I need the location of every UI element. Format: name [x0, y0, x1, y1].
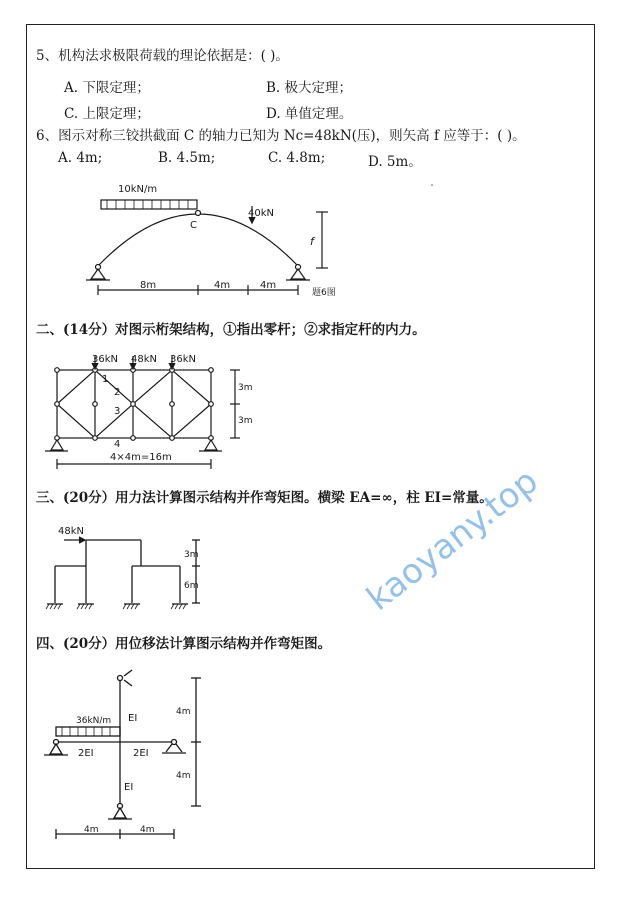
truss-height-1: 3m — [238, 383, 253, 393]
truss-load-2: 48kN — [131, 354, 157, 365]
q5-option-b: B. 极大定理； — [266, 80, 353, 96]
q6-option-a: A. 4m; — [58, 150, 103, 166]
section-2-title: 二、(14分）对图示桁架结构，①指出零杆；②求指定杆的内力。 — [36, 322, 426, 338]
span-dim-1: 8m — [140, 280, 157, 291]
member-3-label: 3 — [114, 406, 121, 417]
watermark-text: kaoyany.top — [359, 461, 546, 619]
span-dim-3: 4m — [260, 280, 277, 291]
truss-load-1: 36kN — [92, 354, 118, 365]
member-1-label: 1 — [102, 374, 109, 385]
truss-load-3: 36kN — [170, 354, 196, 365]
section-4-title: 四、(20分）用位移法计算图示结构并作弯矩图。 — [36, 636, 332, 652]
truss-span-label: 4×4m=16m — [110, 452, 172, 463]
q6-option-c: C. 4.8m; — [268, 150, 326, 166]
q5-stem: 5、机构法求极限荷载的理论依据是：( )。 — [36, 48, 289, 64]
vertical-dim-1: 4m — [176, 707, 191, 717]
dist-load-label: 36kN/m — [76, 716, 112, 726]
ei-left-label: 2EI — [78, 748, 94, 759]
q6-stem: 6、图示对称三铰拱截面 C 的轴力已知为 Nc=48kN(压)，则矢高 f 应等于：( )。 — [36, 128, 526, 144]
frame-height-2: 6m — [184, 581, 199, 591]
q6-option-b: B. 4.5m; — [158, 150, 216, 166]
rise-label: f — [310, 235, 314, 248]
frame-load-label: 48kN — [58, 526, 84, 537]
ei-right-label: 2EI — [133, 748, 149, 759]
horizontal-dim-2: 4m — [140, 825, 155, 835]
frame-height-1: 3m — [184, 550, 199, 560]
point-load-label: 40kN — [248, 208, 274, 219]
q5-option-d: D. 单值定理。 — [266, 106, 353, 122]
member-4-label: 4 — [114, 439, 121, 450]
figure-caption: 题6图 — [312, 288, 336, 298]
q6-option-d: D. 5m。 — [368, 154, 422, 170]
horizontal-dim-1: 4m — [84, 825, 99, 835]
section-3-title: 三、(20分）用力法计算图示结构并作弯矩图。横梁 EA=∞，柱 EI=常量。 — [36, 490, 493, 506]
member-2-label: 2 — [114, 387, 121, 398]
ei-top-label: EI — [128, 713, 138, 724]
ei-bottom-label: EI — [124, 782, 134, 793]
q5-option-a: A. 下限定理； — [64, 80, 150, 96]
span-dim-2: 4m — [214, 280, 231, 291]
truss-height-2: 3m — [238, 416, 253, 426]
arch-load-label: 10kN/m — [118, 184, 158, 195]
vertical-dim-2: 4m — [176, 771, 191, 781]
crown-label: C — [190, 220, 197, 231]
q5-option-c: C. 上限定理； — [64, 106, 150, 122]
